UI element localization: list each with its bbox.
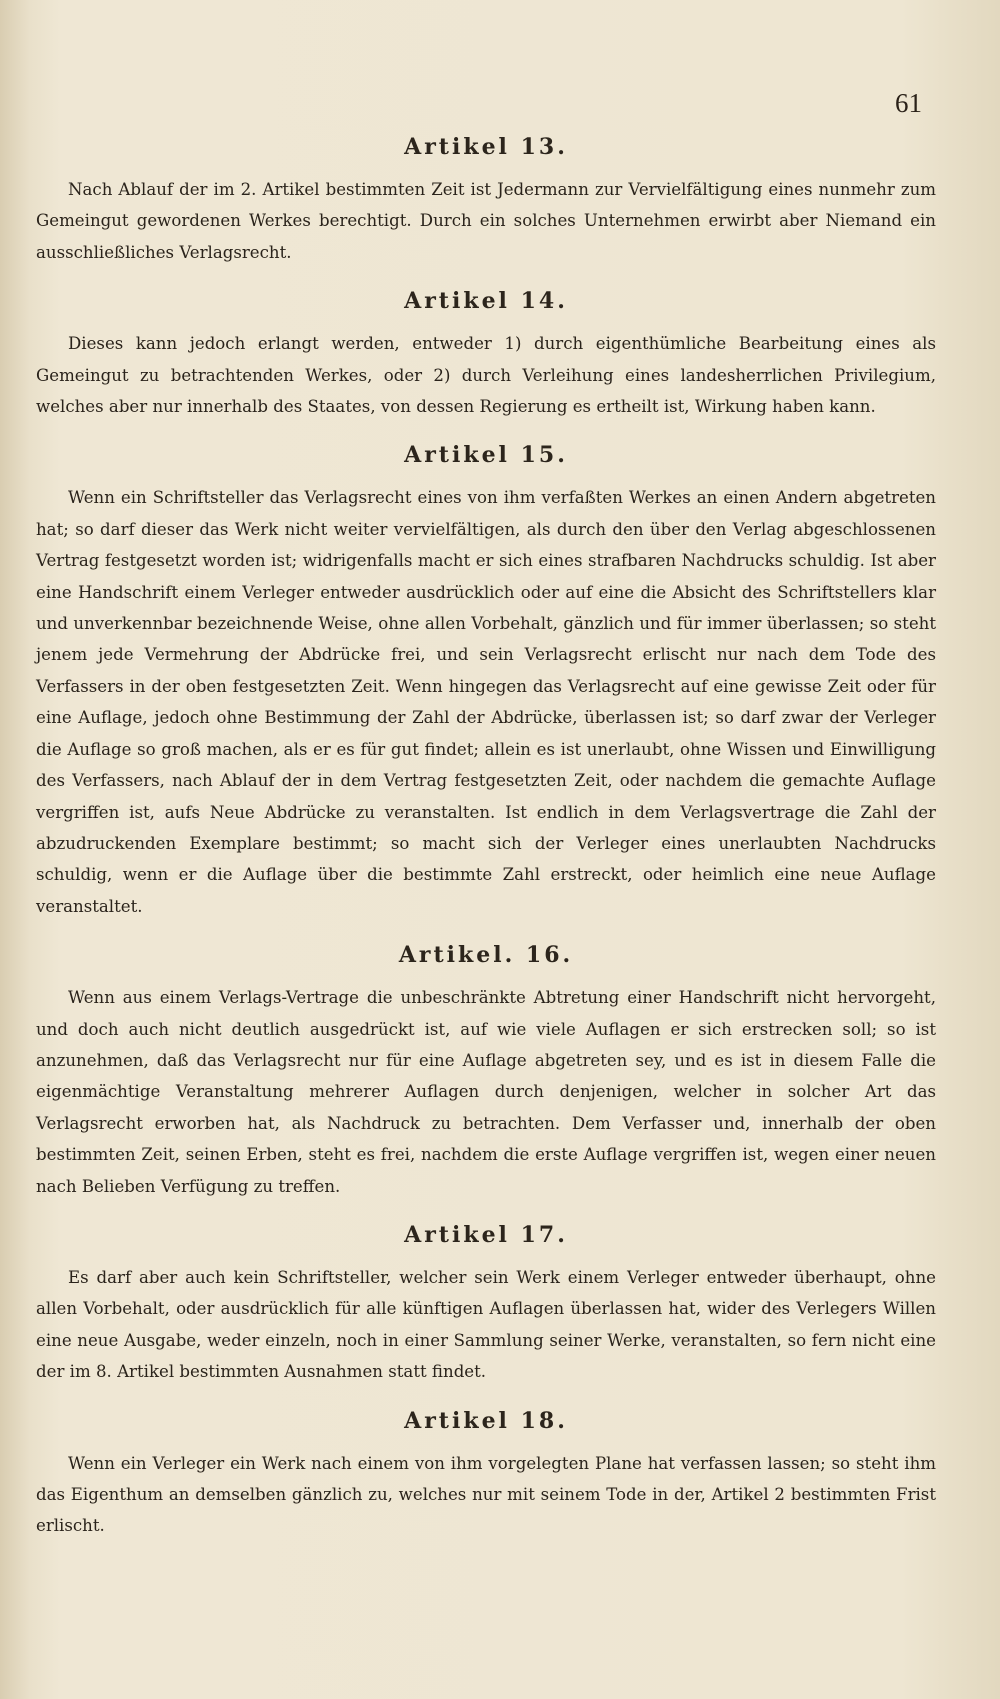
article-17 bbox=[36, 1222, 936, 1388]
article-16 bbox=[36, 942, 936, 1202]
article-18 bbox=[36, 1408, 936, 1542]
article-title: Artikel 18. bbox=[404, 1407, 568, 1434]
article-14 bbox=[36, 288, 936, 422]
article-title: Artikel 13. bbox=[404, 134, 568, 160]
page-content bbox=[36, 134, 936, 1562]
article-title: Artikel 17. bbox=[404, 1221, 568, 1248]
article-title: Artikel 15. bbox=[404, 442, 568, 469]
article-text: Dieses kann jedoch erlangt werden, entweder 1) durch eigenthümliche Bearbeitung eines als Gemeingut zu betrachtenden Werkes, oder 2) durch Verleihung eines landesherrlichen Privilegium, welches aber nur innerhalb des Staates, von dessen Regierung es ertheilt ist, Wirkung haben kann. bbox=[36, 334, 936, 417]
page-number: 61 bbox=[895, 88, 922, 118]
article-text: Wenn ein Schriftsteller das Verlagsrecht eines von ihm verfaßten Werkes an einen Andern abgetreten hat; so darf dieser das Werk nicht weiter vervielfältigen, als durch den über den Verlag abgeschlossenen Vertrag festgesetzt worden ist; widrigenfalls macht er sich eines strafbaren Nachdrucks schuldig. Ist aber eine Handschrift einem Verleger entweder ausdrücklich oder auf eine die Absicht des Schriftstellers klar und unverkennbar bezeichnende Weise, ohne allen Vorbehalt, gänzlich und für immer überlassen; so steht jenem jede Vermehrung der Abdrücke frei, und sein Verlagsrecht erlischt nur nach dem Tode des Verfassers in der oben festgesetzten Zeit. Wenn hingegen das Verlagsrecht auf eine gewisse Zeit oder für eine Auflage, jedoch ohne Bestimmung der Zahl der Abdrücke, überlassen ist; so darf zwar der Verleger die Auflage so groß machen, als er es für gut findet; allein es ist unerlaubt, ohne Wissen und Einwilligung des Verfassers, nach Ablauf der in dem Vertrag festgesetzten Zeit, oder nachdem die gemachte Auflage vergriffen ist, aufs Neue Abdrücke zu veranstalten. Ist endlich in dem Verlagsvertrage die Zahl der abzudruckenden Exemplare bestimmt; so macht sich der Verleger eines unerlaubten Nachdrucks schuldig, wenn er die Auflage über die bestimmte Zahl erstreckt, oder heimlich eine neue Auflage veranstaltet. bbox=[36, 488, 936, 916]
article-title: Artikel. 16. bbox=[398, 942, 574, 969]
article-text: Es darf aber auch kein Schriftsteller, welcher sein Werk einem Verleger entweder überhaupt, ohne allen Vorbehalt, oder ausdrücklich für alle künftigen Auflagen überlassen hat, wider des Verlegers Willen eine neue Ausgabe, weder einzeln, noch in einer Sammlung seiner Werke, veranstalten, so fern nicht eine der im 8. Artikel bestimmten Ausnahmen statt findet. bbox=[36, 1267, 936, 1382]
article-13 bbox=[36, 134, 936, 268]
article-text: Wenn aus einem Verlags-Vertrage die unbeschränkte Abtretung einer Handschrift nicht hervorgeht, und doch auch nicht deutlich ausgedrückt ist, auf wie viele Auflagen er sich erstrecken soll; so ist anzunehmen, daß das Verlagsrecht nur für eine Auflage abgetreten sey, und es ist in diesem Falle die eigenmächtige Veranstaltung mehrerer Auflagen durch denjenigen, welcher in solcher Art das Verlagsrecht erworben hat, als Nachdruck zu betrachten. Dem Verfasser und, innerhalb der oben bestimmten Zeit, seinen Erben, steht es frei, nachdem die erste Auflage vergriffen ist, wegen einer neuen nach Belieben Verfügung zu treffen. bbox=[36, 988, 936, 1196]
article-text: Wenn ein Verleger ein Werk nach einem von ihm vorgelegten Plane hat verfassen lassen; so steht ihm das Eigenthum an demselben gänzlich zu, welches nur mit seinem Tode in der, Artikel 2 bestimmten Frist erlischt. bbox=[36, 1453, 936, 1536]
article-15 bbox=[36, 442, 936, 922]
article-text: Nach Ablauf der im 2. Artikel bestimmten Zeit ist Jedermann zur Vervielfältigung eines nunmehr zum Gemeingut gewordenen Werkes berechtigt. Durch ein solches Unternehmen erwirbt aber Niemand ein ausschließliches Verlagsrecht. bbox=[36, 180, 936, 262]
article-title: Artikel 14. bbox=[404, 288, 568, 315]
